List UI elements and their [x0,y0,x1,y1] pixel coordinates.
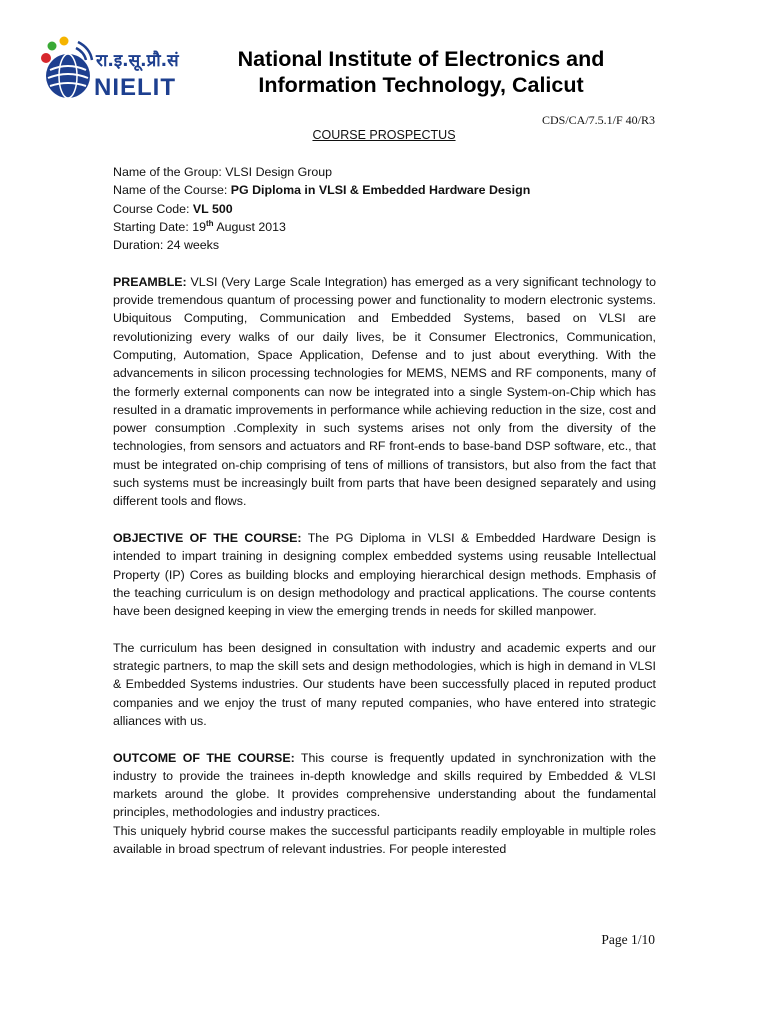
objective-text: The PG Diploma in VLSI & Embedded Hardware Design is intended to impart training in designing complex embedded systems using reusable Intellectual Property (IP) Cores as building blocks and employing hierarchical design methods. Emphasis of the teaching curriculum is on design methodology and practical applications. The course contents have been designed keeping in view the emerging trends in needs for skilled manpower. [113,530,656,619]
preamble-text: VLSI (Very Large Scale Integration) has emerged as a very significant technology to provide tremendous quantum of processing power and functionality to modern electronic systems. Ubiquitous Computing, Communication and Embedded Systems, based on VLSI are revolutionizing every walks of our daily lives, be it Consumer Electronics, Communication, Computing, Automation, Space Application, Defense and to just about everything. With the advancements in silicon processing technologies for MEMS, NEMS and RF components, many of the formerly external components can now be integrated into a single System-on-Chip which has resulted in a dramatic improvements in performance while achieving reduction in the size, cost and power consumption .Complexity in such systems arises not only from the diversity of the technologies, from sensors and actuators and RF front-ends to base-band DSP software, etc., that must be integrated on-chip comprising of tens of millions of transistors, but also from the fact that such systems must be increasingly built from parts that have been designed separately and using different tools and flows. [113,274,656,509]
group-line [113,163,656,181]
institute-title-line-2: Information Technology, Calicut [258,73,584,97]
course-value: PG Diploma in VLSI & Embedded Hardware Design [230,183,531,198]
code-value: VL 500 [192,201,233,216]
nielit-logo [38,36,196,102]
outcome-paragraph [113,749,656,822]
outcome-text: This course is frequently updated in synchronization with the industry to provide the trainees in-depth knowledge and skills required by Embedded & VLSI markets around the globe. It provides comprehensive understanding about the fundamental principles, methodologies and industry practices. [113,750,657,820]
preamble-label: PREAMBLE: [113,274,187,289]
objective-label: OBJECTIVE OF THE COURSE: [113,530,302,545]
page-number: Page 1/10 [601,932,655,947]
code-label: Course Code: [113,201,193,216]
start-suffix: th [206,218,214,228]
course-info [113,163,656,254]
group-label: Name of the Group: [113,165,226,179]
institute-title-line-1: National Institute of Electronics and [237,47,605,71]
curriculum-paragraph: The curriculum has been designed in consultation with industry and academic experts and our strategic partners, to map the skill sets and design methodologies, which is high in demand in VLSI & Embedded Systems industries. Our students have been successfully placed in reputed product companies and we enjoy the trust of many reputed companies, who have entered into strategic alliances with us. [113,640,656,728]
objective-paragraph [113,529,656,620]
logo-text: NIELIT [94,74,176,101]
outcome-paragraph-2: This uniquely hybrid course makes the successful participants readily employable in multiple roles available in broad spectrum of relevant industries. For people interested [113,823,656,856]
section-heading: COURSE PROSPECTUS [312,128,456,142]
institute-title [214,46,628,98]
start-day: 19 [192,219,206,234]
logo-hindi-text: रा.इ.सू.प्रौ.सं [96,51,179,71]
preamble-paragraph [113,273,656,511]
start-date-line [113,218,656,236]
code-line [113,200,656,218]
document-reference: CDS/CA/7.5.1/F 40/R3 [541,113,655,127]
document-body [113,163,656,858]
globe-emblem-icon [38,36,98,102]
duration-line: Duration: 24 weeks [113,238,220,253]
start-rest: August 2013 [213,219,286,234]
course-line [113,181,656,199]
outcome-label: OUTCOME OF THE COURSE: [113,750,295,765]
group-value: VLSI Design Group [225,165,333,179]
start-label: Starting Date: [113,219,193,234]
course-label: Name of the Course: [113,183,231,198]
